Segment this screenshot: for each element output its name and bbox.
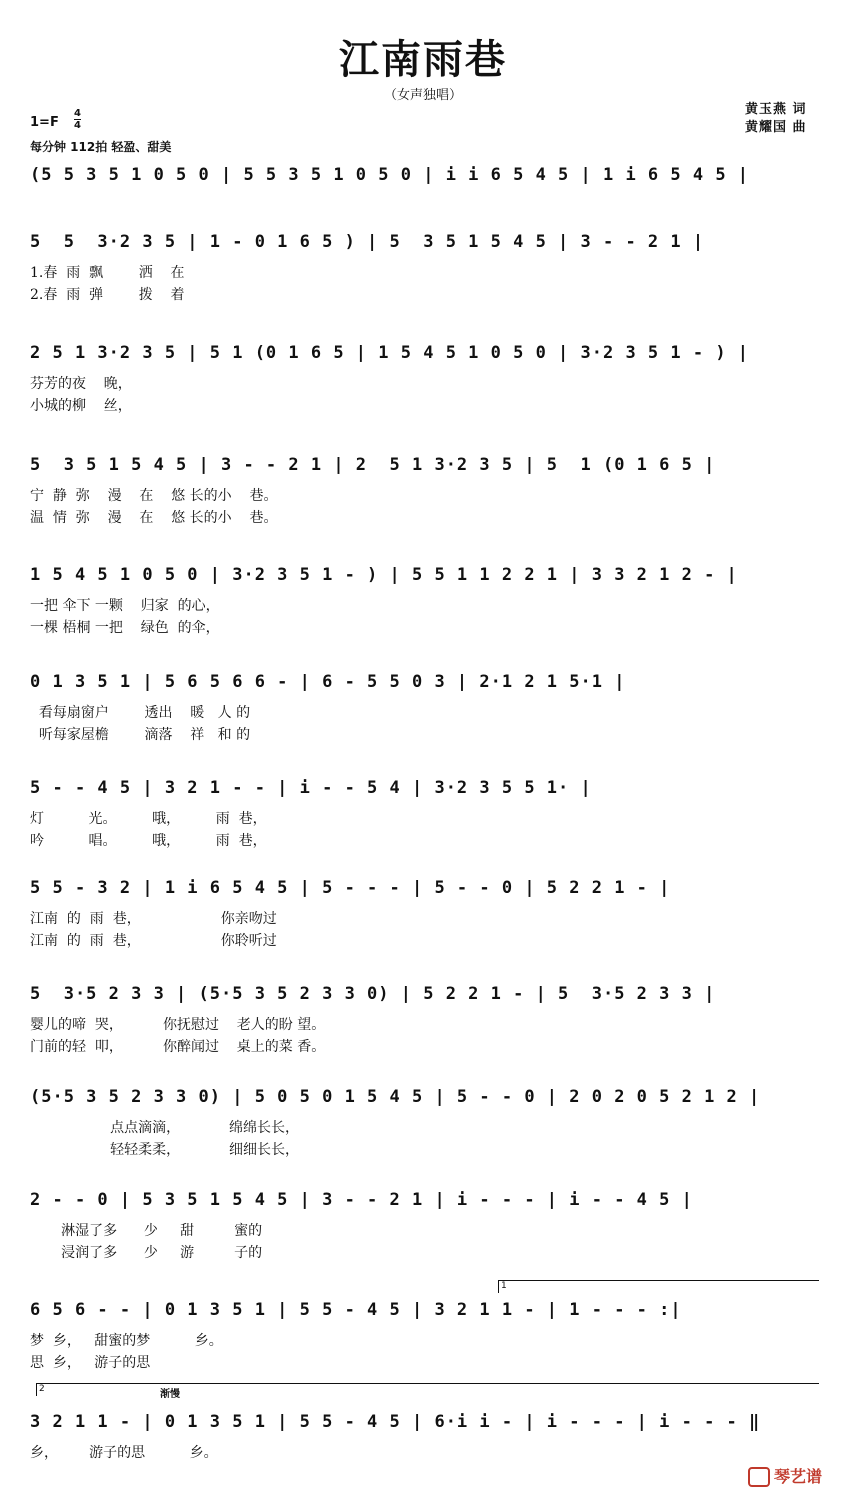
volta-bracket-1: 1: [498, 1280, 819, 1293]
lyric-verse-1: 婴儿的啼 哭， 你抚慰过 老人的盼 望。: [30, 1017, 326, 1033]
tempo-change-marking: 渐慢: [160, 1389, 180, 1400]
logo-icon: [748, 1467, 770, 1487]
lyric-verse-1: 梦 乡， 甜蜜的梦 乡。: [30, 1333, 223, 1349]
notation-line: 5 3 5 1 5 4 5 | 3 - - 2 1 | 2 5 1 3·2 3 5 | 5 1 (0 1 6 5 |: [30, 455, 716, 475]
lyric-verse-2: 2.春 雨 弹 拨 着: [30, 287, 185, 303]
composer-credit: 黄耀国 曲: [745, 120, 807, 135]
notation-line: 5 5 3·2 3 5 | 1 - 0 1 6 5 ) | 5 3 5 1 5 4 5 | 3 - - 2 1 |: [30, 232, 705, 252]
watermark-text: 琴艺谱: [773, 1466, 822, 1486]
lyric-verse-2: 轻轻柔柔， 细细长长，: [30, 1142, 300, 1158]
lyric-verse-1: 一把 伞下 一颗 归家 的心，: [30, 598, 220, 614]
lyric-verse-1: 淋湿了多 少 甜 蜜的: [30, 1223, 263, 1239]
lyric-verse-2: 听每家屋檐 滴落 祥 和 的: [30, 727, 251, 743]
lyric-verse-1: 点点滴滴， 绵绵长长，: [30, 1120, 300, 1136]
song-subtitle: （女声独唱）: [383, 88, 462, 103]
lyric-verse-2: 门前的轻 叩， 你醉闻过 桌上的菜 香。: [30, 1039, 326, 1055]
lyric-verse-1: 宁 静 弥 漫 在 悠 长的小 巷。: [30, 488, 278, 504]
lyric-verse-2: 一棵 梧桐 一把 绿色 的伞，: [30, 620, 220, 636]
time-signature-top: 4: [74, 108, 81, 119]
notation-line: (5 5 3 5 1 0 5 0 | 5 5 3 5 1 0 5 0 | i i 6 5 4 5 | 1 i 6 5 4 5 |: [30, 165, 750, 185]
notation-line: 6 5 6 - - | 0 1 3 5 1 | 5 5 - 4 5 | 3 2 1 1 - | 1 - - - :|: [30, 1300, 682, 1320]
lyric-verse-2: 江南 的 雨 巷， 你聆听过: [30, 933, 277, 949]
notation-line: 3 2 1 1 - | 0 1 3 5 1 | 5 5 - 4 5 | 6·i i - | i - - - | i - - - ‖: [30, 1412, 761, 1432]
lyricist-credit: 黄玉燕 词: [745, 102, 807, 117]
notation-line: 5 5 - 3 2 | 1 i 6 5 4 5 | 5 - - - | 5 - - 0 | 5 2 2 1 - |: [30, 878, 671, 898]
lyric-verse-2: 浸润了多 少 游 子的: [30, 1245, 263, 1261]
key-signature: 1=F: [30, 115, 59, 130]
song-title: 江南雨巷: [339, 37, 507, 83]
lyric-verse-1: 乡， 游子的思 乡。: [30, 1445, 218, 1461]
lyric-verse-2: 吟 唱。 哦， 雨 巷，: [30, 833, 267, 849]
notation-line: 2 - - 0 | 5 3 5 1 5 4 5 | 3 - - 2 1 | i - - - | i - - 4 5 |: [30, 1190, 693, 1210]
lyric-verse-1: 灯 光。 哦， 雨 巷，: [30, 811, 267, 827]
lyric-verse-1: 1.春 雨 飘 洒 在: [30, 265, 185, 281]
volta-bracket-2: 2: [36, 1383, 819, 1396]
notation-line: 2 5 1 3·2 3 5 | 5 1 (0 1 6 5 | 1 5 4 5 1 0 5 0 | 3·2 3 5 1 - ) |: [30, 343, 750, 363]
lyric-verse-2: 思 乡， 游子的思: [30, 1355, 151, 1371]
notation-line: 5 3·5 2 3 3 | (5·5 3 5 2 3 3 0) | 5 2 2 1 - | 5 3·5 2 3 3 |: [30, 984, 716, 1004]
tempo-marking: 每分钟 112拍 轻盈、甜美: [30, 140, 172, 154]
lyric-verse-2: 温 情 弥 漫 在 悠 长的小 巷。: [30, 510, 278, 526]
notation-line: 1 5 4 5 1 0 5 0 | 3·2 3 5 1 - ) | 5 5 1 1 2 2 1 | 3 3 2 1 2 - |: [30, 565, 738, 585]
time-signature-bottom: 4: [74, 120, 81, 131]
time-signature: [74, 108, 81, 131]
notation-line: 5 - - 4 5 | 3 2 1 - - | i - - 5 4 | 3·2 3 5 5 1· |: [30, 778, 592, 798]
site-logo: [748, 1464, 822, 1488]
notation-line: 0 1 3 5 1 | 5 6 5 6 6 - | 6 - 5 5 0 3 | 2·1 2 1 5·1 |: [30, 672, 626, 692]
lyric-verse-1: 芬芳的夜 晚，: [30, 376, 132, 392]
lyric-verse-1: 看每扇窗户 透出 暖 人 的: [30, 705, 251, 721]
lyric-verse-2: 小城的柳 丝，: [30, 398, 132, 414]
lyric-verse-1: 江南 的 雨 巷， 你亲吻过: [30, 911, 277, 927]
notation-line: (5·5 3 5 2 3 3 0) | 5 0 5 0 1 5 4 5 | 5 - - 0 | 2 0 2 0 5 2 1 2 |: [30, 1087, 761, 1107]
